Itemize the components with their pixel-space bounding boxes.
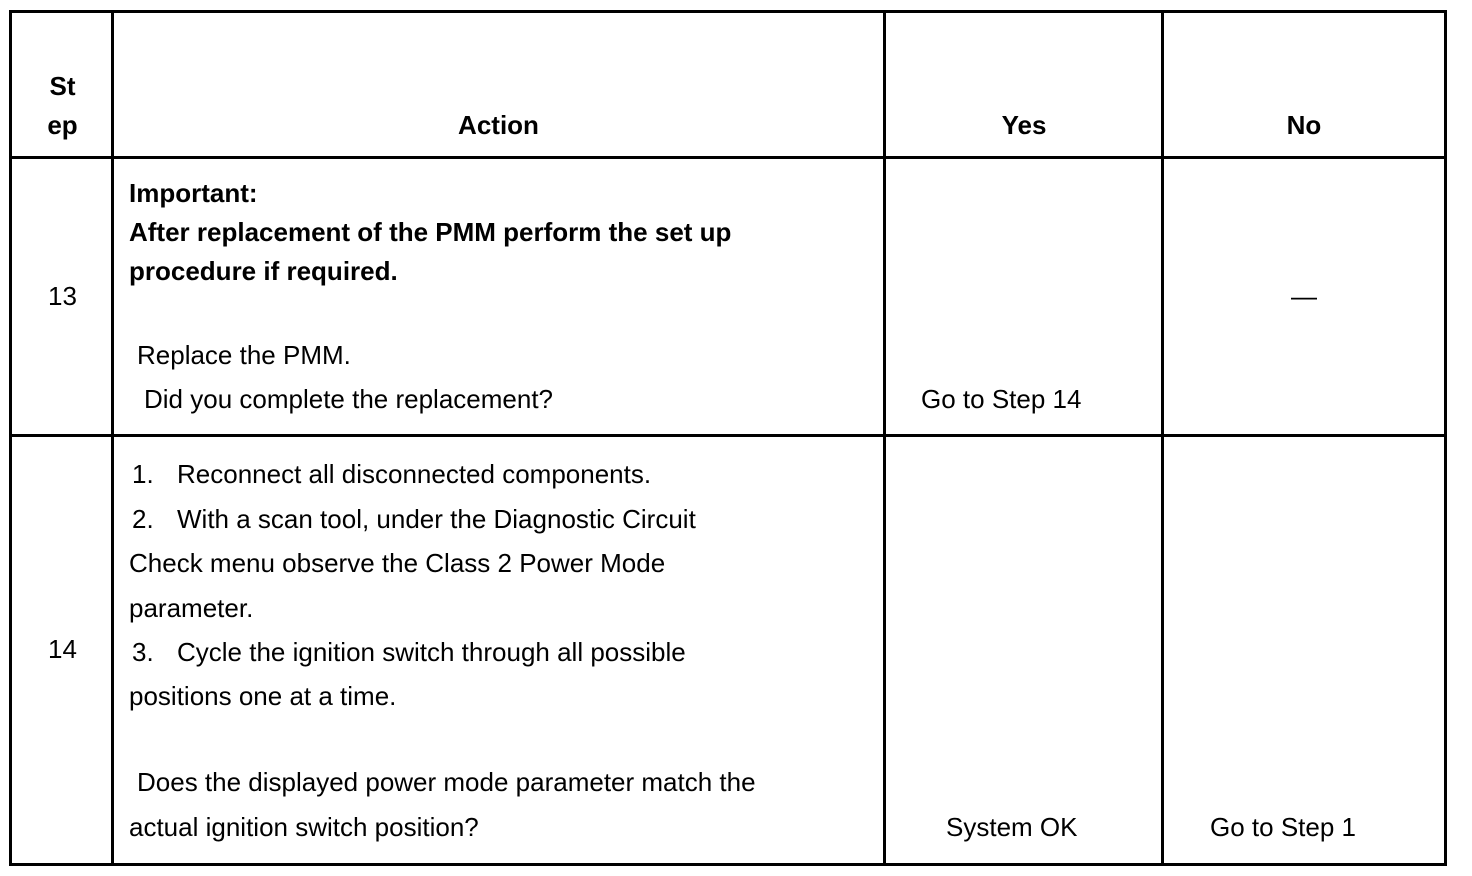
- step-14-question-line2: actual ignition switch position?: [129, 812, 479, 842]
- step-14-yes: System OK: [946, 812, 1078, 842]
- header-yes: Yes: [1001, 110, 1047, 140]
- step-14-item-2-number: 2.: [132, 504, 154, 534]
- step-14-no: Go to Step 1: [1210, 812, 1356, 842]
- step-13-no: —: [1291, 281, 1317, 311]
- step-13-question: Did you complete the replacement?: [144, 384, 554, 414]
- step-14-item-3-number: 3.: [132, 637, 154, 667]
- step-13-yes: Go to Step 14: [921, 384, 1082, 414]
- step-14-item-2-text-line1: With a scan tool, under the Diagnostic Circuit: [177, 504, 696, 534]
- step-13-number: 13: [48, 281, 77, 311]
- step-14-question-line1: Does the displayed power mode parameter match the: [137, 767, 756, 797]
- row-divider-step-13: [9, 434, 1447, 437]
- step-14-item-3-text-line1: Cycle the ignition switch through all possible: [177, 637, 686, 667]
- header-no: No: [1286, 110, 1322, 140]
- step-13-important-line1: After replacement of the PMM perform the set up: [129, 217, 732, 247]
- step-13-important-line2: procedure if required.: [129, 256, 398, 286]
- step-14-item-1-text: Reconnect all disconnected components.: [177, 459, 652, 489]
- step-14-item-2-text-line2: Check menu observe the Class 2 Power Mode: [129, 548, 666, 578]
- header-step-line1: St: [49, 71, 76, 101]
- step-13-instruction: Replace the PMM.: [137, 340, 351, 370]
- step-14-number: 14: [48, 634, 77, 664]
- step-14-item-1-number: 1.: [132, 459, 154, 489]
- header-step-line2: ep: [47, 110, 78, 140]
- header-action: Action: [458, 110, 539, 140]
- row-divider-header: [9, 156, 1447, 159]
- step-14-item-3-text-line2: positions one at a time.: [129, 681, 397, 711]
- step-13-important-label: Important:: [129, 178, 258, 208]
- step-14-item-2-text-line3: parameter.: [129, 593, 254, 623]
